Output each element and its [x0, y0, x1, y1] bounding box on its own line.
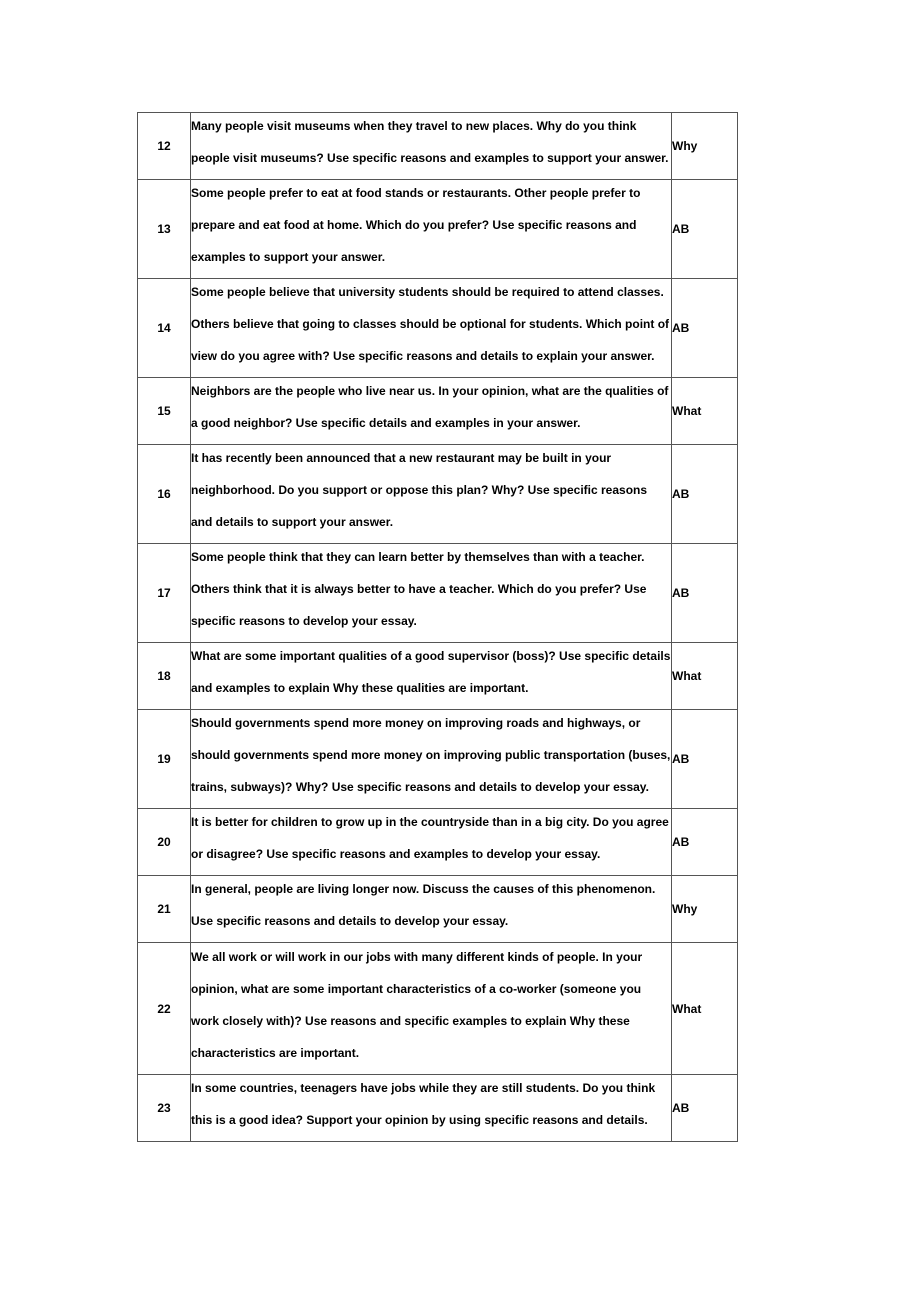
question-number: 14 [138, 279, 191, 378]
table-row [138, 809, 738, 876]
question-type: AB [672, 279, 738, 378]
question-text: Neighbors are the people who live near us. In your opinion, what are the qualities of a good neighbor? Use specific details and examples in your answer. [191, 378, 672, 445]
question-type: AB [672, 180, 738, 279]
question-type: AB [672, 710, 738, 809]
table-row [138, 113, 738, 180]
question-text: Some people prefer to eat at food stands or restaurants. Other people prefer to prepare and eat food at home. Which do you prefer? Use specific reasons and examples to support your answer. [191, 180, 672, 279]
question-type: AB [672, 1075, 738, 1142]
question-number: 17 [138, 544, 191, 643]
question-text: Many people visit museums when they travel to new places. Why do you think people visit museums? Use specific reasons and examples to support your answer. [191, 113, 672, 180]
question-type: AB [672, 445, 738, 544]
question-number: 21 [138, 876, 191, 943]
table-row [138, 643, 738, 710]
question-number: 23 [138, 1075, 191, 1142]
question-text: What are some important qualities of a good supervisor (boss)? Use specific details and examples to explain Why these qualities are important. [191, 643, 672, 710]
table-row [138, 544, 738, 643]
question-text: It is better for children to grow up in the countryside than in a big city. Do you agree or disagree? Use specific reasons and examples to develop your essay. [191, 809, 672, 876]
question-number: 15 [138, 378, 191, 445]
question-number: 19 [138, 710, 191, 809]
question-text: Should governments spend more money on improving roads and highways, or should governments spend more money on improving public transportation (buses, trains, subways)? Why? Use specific reasons and details to develop your essay. [191, 710, 672, 809]
question-number: 20 [138, 809, 191, 876]
question-type: Why [672, 113, 738, 180]
question-text: In some countries, teenagers have jobs while they are still students. Do you think this is a good idea? Support your opinion by using specific reasons and details. [191, 1075, 672, 1142]
table-row [138, 876, 738, 943]
question-text: It has recently been announced that a new restaurant may be built in your neighborhood. Do you support or oppose this plan? Why? Use specific reasons and details to support your answer. [191, 445, 672, 544]
question-number: 16 [138, 445, 191, 544]
table-row [138, 378, 738, 445]
question-number: 22 [138, 943, 191, 1075]
question-type: AB [672, 809, 738, 876]
table-row [138, 943, 738, 1075]
question-type: What [672, 643, 738, 710]
question-number: 13 [138, 180, 191, 279]
table-row [138, 710, 738, 809]
question-text: In general, people are living longer now. Discuss the causes of this phenomenon. Use specific reasons and details to develop your essay. [191, 876, 672, 943]
question-text: We all work or will work in our jobs with many different kinds of people. In your opinion, what are some important characteristics of a co-worker (someone you work closely with)? Use reasons and specific examples to explain Why these characteristics are important. [191, 943, 672, 1075]
table-row [138, 279, 738, 378]
table-row [138, 180, 738, 279]
question-number: 18 [138, 643, 191, 710]
question-type: AB [672, 544, 738, 643]
question-number: 12 [138, 113, 191, 180]
question-text: Some people believe that university students should be required to attend classes. Others believe that going to classes should be optional for students. Which point of view do you agree with? Use specific reasons and details to explain your answer. [191, 279, 672, 378]
question-type: What [672, 378, 738, 445]
question-type: What [672, 943, 738, 1075]
question-type: Why [672, 876, 738, 943]
questions-table [137, 112, 738, 1142]
table-row [138, 1075, 738, 1142]
question-text: Some people think that they can learn better by themselves than with a teacher. Others think that it is always better to have a teacher. Which do you prefer? Use specific reasons to develop your essay. [191, 544, 672, 643]
table-row [138, 445, 738, 544]
